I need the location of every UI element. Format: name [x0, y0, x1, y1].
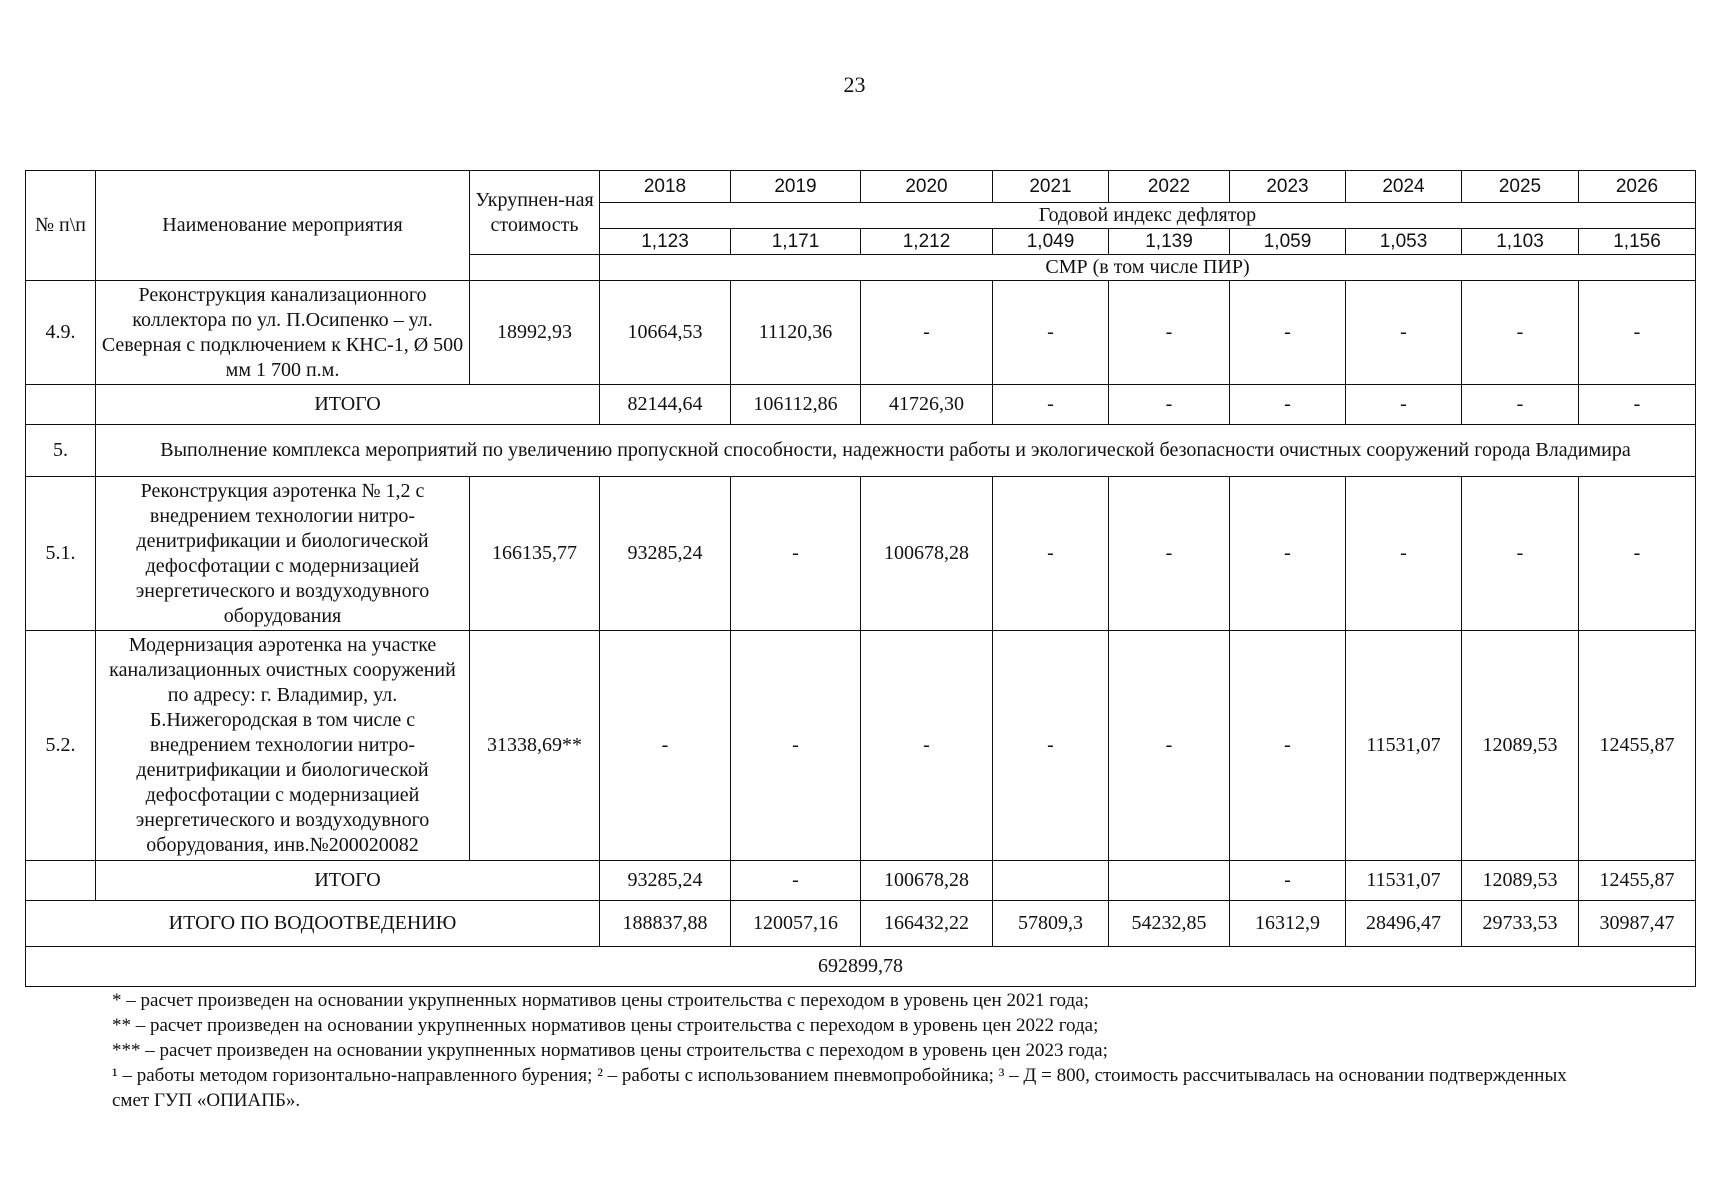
total-row [26, 861, 1696, 901]
deflator-label: Годовой индекс дефлятор [600, 203, 1696, 229]
year-header: 2026 [1579, 171, 1696, 203]
grand-total-value: 16312,9 [1230, 901, 1346, 947]
year-value: - [1230, 281, 1346, 385]
footnote: ** – расчет произведен на основании укрупненных нормативов цены строительства с переходом в уровень цен 2022 года; [112, 1015, 1099, 1036]
table-row [26, 477, 1696, 631]
year-value: - [861, 281, 993, 385]
year-value: - [1346, 477, 1462, 631]
year-value: - [1346, 281, 1462, 385]
grand-total-label: ИТОГО ПО ВОДООТВЕДЕНИЮ [26, 901, 600, 947]
year-value: - [1230, 631, 1346, 861]
overall-total-row [26, 947, 1696, 987]
total-value: 93285,24 [600, 861, 731, 901]
year-header: 2020 [861, 171, 993, 203]
year-value: - [1579, 477, 1696, 631]
year-value: 93285,24 [600, 477, 731, 631]
year-value: 11531,07 [1346, 631, 1462, 861]
header-name: Наименование мероприятия [96, 171, 470, 281]
year-value: - [993, 281, 1109, 385]
year-value: - [1109, 477, 1230, 631]
total-value: - [1230, 861, 1346, 901]
grand-total-value: 54232,85 [1109, 901, 1230, 947]
year-value: - [1109, 631, 1230, 861]
year-value: - [1462, 477, 1579, 631]
year-value: - [861, 631, 993, 861]
row-num: 4.9. [26, 281, 96, 385]
deflator-value: 1,053 [1346, 229, 1462, 255]
year-header: 2021 [993, 171, 1109, 203]
total-value [1109, 861, 1230, 901]
total-value: - [1346, 385, 1462, 425]
year-value: 12455,87 [1579, 631, 1696, 861]
section-row [26, 425, 1696, 477]
year-header: 2025 [1462, 171, 1579, 203]
smr-label: СМР (в том числе ПИР) [600, 255, 1696, 281]
footnotes [112, 988, 1592, 1113]
footnote: ¹ – работы методом горизонтально-направленного бурения; ² – работы с использованием пневмопробойника; ³ – Д = 800, стоимость рассчитывалась на основании подтвержденных смет ГУП «ОПИАПБ». [112, 1065, 1567, 1111]
table-row [26, 631, 1696, 861]
total-label: ИТОГО [96, 861, 600, 901]
year-value: - [1109, 281, 1230, 385]
section-num: 5. [26, 425, 96, 477]
row-name: Модернизация аэротенка на участке канализационных очистных сооружений по адресу: г. Владимир, ул. Б.Нижегородская в том числе с внедрением технологии нитро-денитрификации и биологической дефосфотации с модернизацией энергетического и воздуходувного оборудования, инв.№200020082 [96, 631, 470, 861]
total-row [26, 385, 1696, 425]
grand-total-value: 30987,47 [1579, 901, 1696, 947]
section-title: Выполнение комплекса мероприятий по увеличению пропускной способности, надежности работы и экологической безопасности очистных сооружений города Владимира [96, 425, 1696, 477]
year-value: - [1230, 477, 1346, 631]
grand-total-value: 28496,47 [1346, 901, 1462, 947]
row-cost: 31338,69** [470, 631, 600, 861]
deflator-value: 1,059 [1230, 229, 1346, 255]
row-name: Реконструкция аэротенка № 1,2 с внедрением технологии нитро-денитрификации и биологической дефосфотации с модернизацией энергетического и воздуходувного оборудования [96, 477, 470, 631]
deflator-value: 1,103 [1462, 229, 1579, 255]
deflator-value: 1,171 [731, 229, 861, 255]
total-value: 12455,87 [1579, 861, 1696, 901]
total-value: - [1109, 385, 1230, 425]
page-number: 23 [843, 72, 866, 97]
year-value: 10664,53 [600, 281, 731, 385]
total-value: - [1462, 385, 1579, 425]
deflator-value: 1,212 [861, 229, 993, 255]
overall-total-value: 692899,78 [26, 947, 1696, 987]
deflator-value: 1,156 [1579, 229, 1696, 255]
total-value: 106112,86 [731, 385, 861, 425]
deflator-value: 1,139 [1109, 229, 1230, 255]
row-num: 5.2. [26, 631, 96, 861]
year-value: - [731, 477, 861, 631]
total-value: 82144,64 [600, 385, 731, 425]
year-header: 2022 [1109, 171, 1230, 203]
row-cost: 18992,93 [470, 281, 600, 385]
row-cost: 166135,77 [470, 477, 600, 631]
year-value: - [993, 477, 1109, 631]
total-value: - [731, 861, 861, 901]
year-value: - [600, 631, 731, 861]
total-value: - [1579, 385, 1696, 425]
year-value: - [1462, 281, 1579, 385]
grand-total-row [26, 901, 1696, 947]
year-value: 100678,28 [861, 477, 993, 631]
header-num: № п\п [26, 171, 96, 281]
year-header: 2018 [600, 171, 731, 203]
year-value: - [731, 631, 861, 861]
total-value: 100678,28 [861, 861, 993, 901]
year-value: - [1579, 281, 1696, 385]
grand-total-value: 57809,3 [993, 901, 1109, 947]
deflator-value: 1,123 [600, 229, 731, 255]
table-row [26, 281, 1696, 385]
year-value: - [993, 631, 1109, 861]
year-header: 2024 [1346, 171, 1462, 203]
grand-total-value: 166432,22 [861, 901, 993, 947]
year-value: 11120,36 [731, 281, 861, 385]
total-value [993, 861, 1109, 901]
total-value: - [993, 385, 1109, 425]
total-value: 41726,30 [861, 385, 993, 425]
total-label: ИТОГО [96, 385, 600, 425]
year-value: 12089,53 [1462, 631, 1579, 861]
grand-total-value: 188837,88 [600, 901, 731, 947]
year-header: 2019 [731, 171, 861, 203]
total-value: - [1230, 385, 1346, 425]
header-cost: Укрупнен-ная стоимость [470, 171, 600, 255]
grand-total-value: 120057,16 [731, 901, 861, 947]
investment-table [25, 170, 1696, 987]
row-name: Реконструкция канализационного коллектора по ул. П.Осипенко – ул. Северная с подключением к КНС-1, Ø 500 мм 1 700 п.м. [96, 281, 470, 385]
year-header: 2023 [1230, 171, 1346, 203]
grand-total-value: 29733,53 [1462, 901, 1579, 947]
deflator-value: 1,049 [993, 229, 1109, 255]
row-num: 5.1. [26, 477, 96, 631]
footnote: *** – расчет произведен на основании укрупненных нормативов цены строительства с переходом в уровень цен 2023 года; [112, 1040, 1108, 1061]
total-value: 11531,07 [1346, 861, 1462, 901]
footnote: * – расчет произведен на основании укрупненных нормативов цены строительства с переходом в уровень цен 2021 года; [112, 990, 1089, 1011]
total-value: 12089,53 [1462, 861, 1579, 901]
